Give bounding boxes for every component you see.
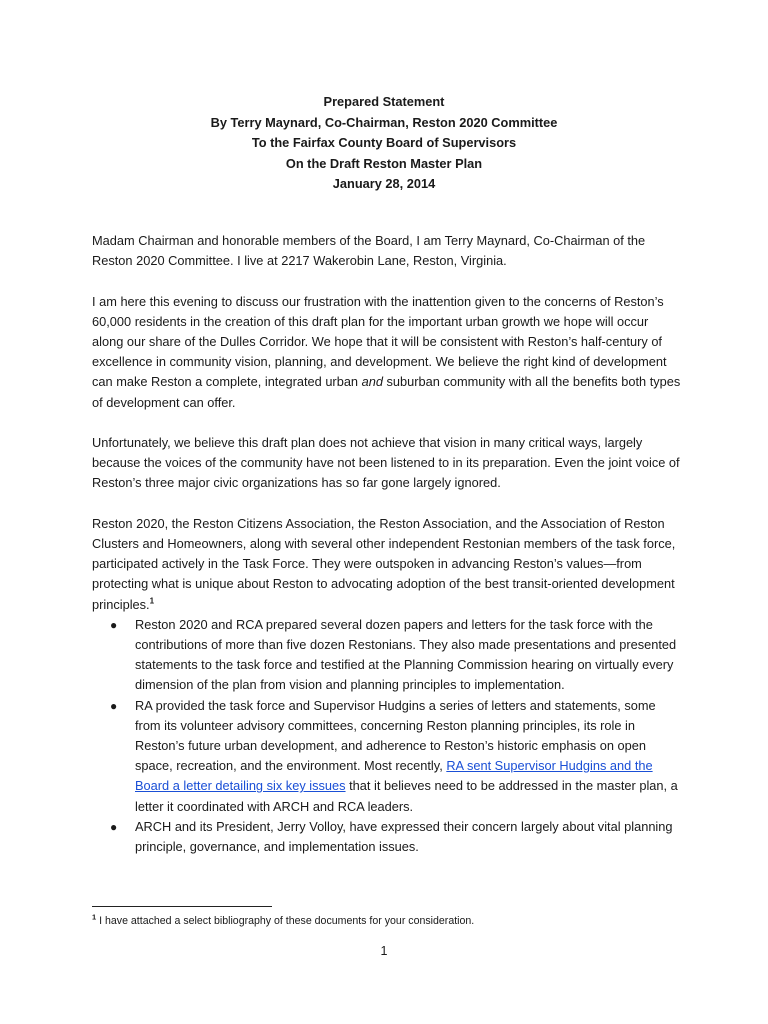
footnote-text: I have attached a select bibliography of these documents for your consideration. xyxy=(96,915,475,927)
document-body xyxy=(92,231,682,857)
paragraph-concern: Unfortunately, we believe this draft plan does not achieve that vision in many critical ways, largely because the voices of the community have not been listened to in its preparation. Even the joint voice of Reston’s three major civic organizations has so far gone largely ignored. xyxy=(92,435,680,491)
bullet-icon: ● xyxy=(110,698,118,713)
paragraph-intro: Madam Chairman and honorable members of the Board, I am Terry Maynard, Co-Chairman of the Reston 2020 Committee. I live at 2217 Wakerobin Lane, Reston, Virginia. xyxy=(92,233,646,269)
list-item-arch xyxy=(92,817,682,857)
bullet-icon: ● xyxy=(110,617,118,632)
list-item-ra xyxy=(92,696,682,817)
paragraph-participation-text: Reston 2020, the Reston Citizens Association, the Reston Association, and the Association of Reston Clusters and Homeowners, along with several other independent Restonian members of the task force, participated actively in the Task Force. They were outspoken in advancing Reston’s values—from protecting what is unique about Reston to advocating adoption of the best transit-oriented development principles. xyxy=(92,515,676,612)
header-date: January 28, 2014 xyxy=(332,176,436,191)
header-title: Prepared Statement xyxy=(323,94,445,109)
header-subject: On the Draft Reston Master Plan xyxy=(285,155,483,171)
header-author: By Terry Maynard, Co-Chairman, Reston 2020 Committee xyxy=(210,114,558,130)
document-header xyxy=(0,92,768,195)
list-item-reston2020 xyxy=(92,615,682,696)
footnote-number: 1 xyxy=(92,912,97,922)
bullet-icon: ● xyxy=(110,819,118,834)
list-item-text: ARCH and its President, Jerry Volloy, have expressed their concern largely about vital planning principle, governance, and implementation issues. xyxy=(135,818,673,855)
emphasis-and: and xyxy=(361,374,383,390)
list-item-text-end: that it believes need to be addressed in the master plan, a letter it coordinated with ARCH and RCA leaders. xyxy=(135,778,678,814)
organization-list xyxy=(92,615,682,857)
footnote-reference[interactable]: 1 xyxy=(149,596,155,606)
list-item-text: Reston 2020 and RCA prepared several dozen papers and letters for the task force with the contributions of more than five dozen Restonians. They also made presentations and presented statements to the task force and testified at the Planning Commission hearing on virtually every dimension of the plan from vision and planning principles to implementation. xyxy=(135,616,677,693)
ra-letter-link[interactable]: RA sent Supervisor Hudgins and the Board a letter detailing six key issues xyxy=(135,758,653,794)
paragraph-purpose-text-end: suburban community with all the benefits both types of development can offer. xyxy=(92,374,681,410)
page-number: 1 xyxy=(380,944,388,958)
footnote-divider xyxy=(92,906,272,907)
paragraph-participation xyxy=(92,514,682,615)
list-item-text: RA provided the task force and Supervisor Hudgins a series of letters and statements, some from its volunteer advisory committees, concerning Reston planning principles, its role in Reston’s future urban development, and adherence to Reston’s historic emphasis on open space, recreation, and the environment. Most recently, xyxy=(135,697,656,774)
footnote xyxy=(92,914,682,928)
paragraph-purpose-text: I am here this evening to discuss our frustration with the inattention given to the concerns of Reston’s 60,000 residents in the creation of this draft plan for the important urban growth we hope will occur along our share of the Dulles Corridor. We hope that it will be consistent with Reston’s half-century of excellence in community vision, planning, and development. We believe the right kind of development can make Reston a complete, integrated urban xyxy=(92,293,667,390)
paragraph-purpose xyxy=(92,292,682,413)
header-recipient: To the Fairfax County Board of Supervisors xyxy=(251,135,517,150)
